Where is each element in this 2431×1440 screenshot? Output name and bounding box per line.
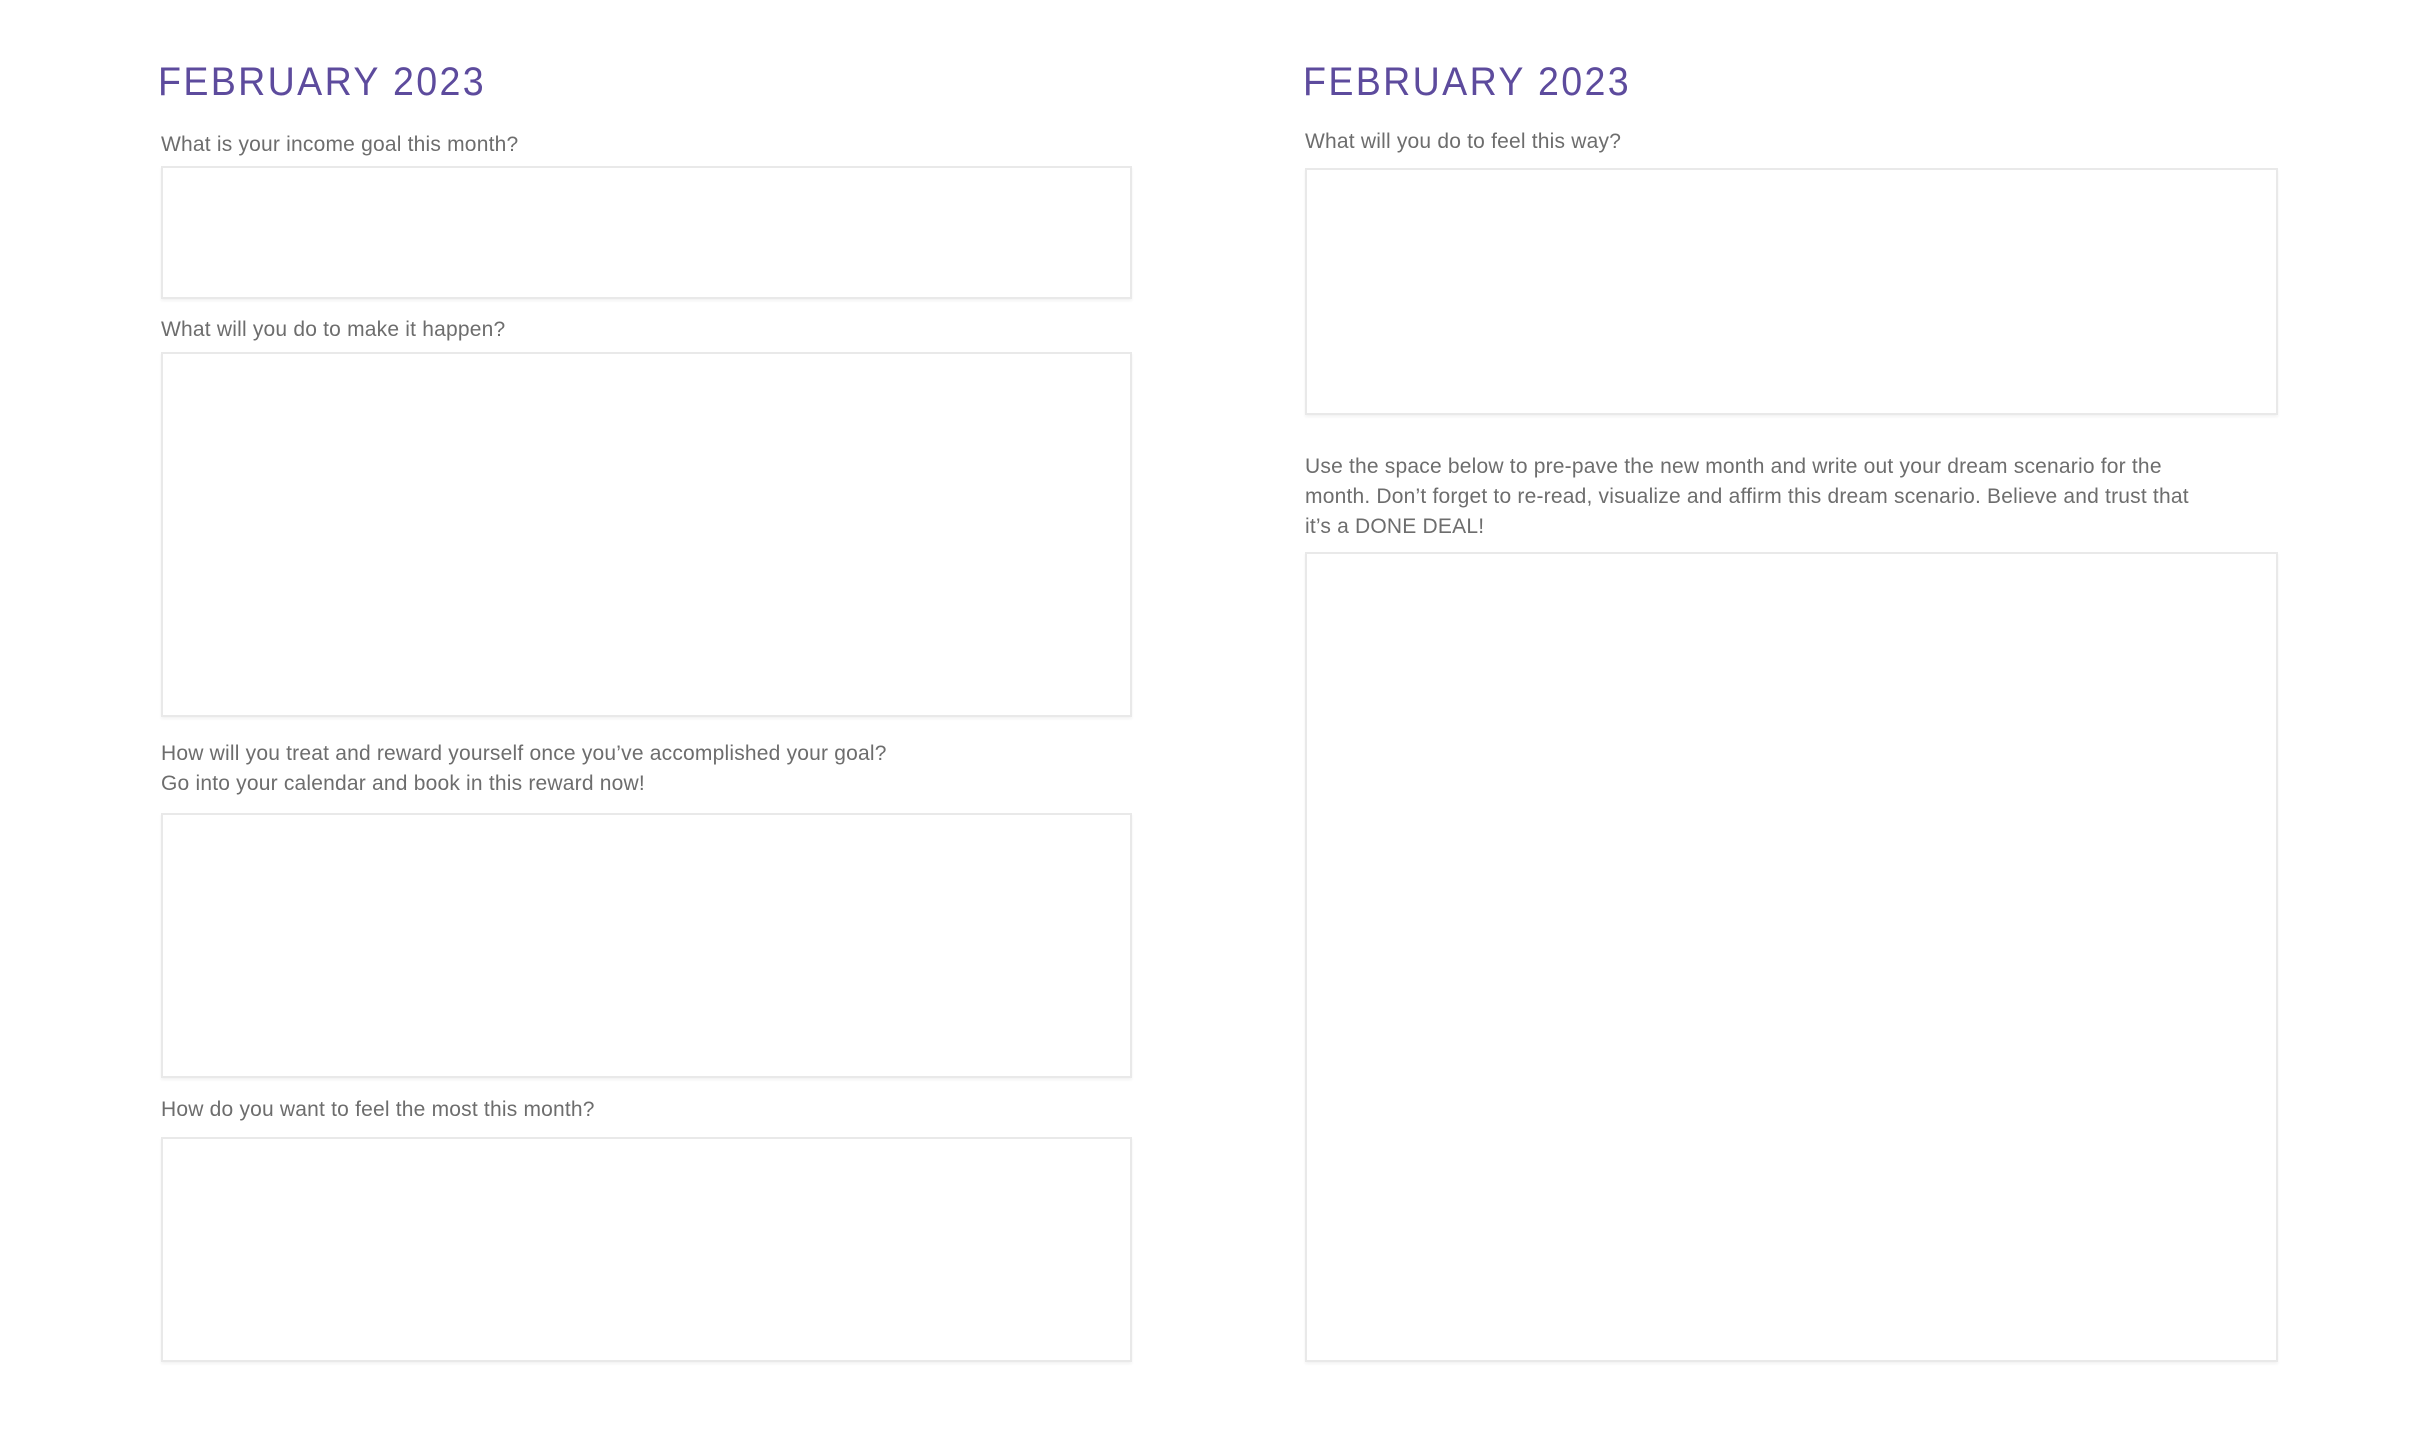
- instruction-line: Use the space below to pre-pave the new month and write out your dream scenario for the: [1305, 455, 2162, 478]
- right-page-title: FEBRUARY 2023: [1303, 60, 1632, 104]
- reward-yourself-input[interactable]: [161, 813, 1132, 1078]
- instruction-dream-scenario: [1305, 452, 2189, 542]
- question-line: What will you do to feel this way?: [1305, 130, 1622, 153]
- question-line: What will you do to make it happen?: [161, 318, 506, 341]
- make-it-happen-input[interactable]: [161, 352, 1132, 717]
- question-line: Go into your calendar and book in this reward now!: [161, 772, 645, 795]
- question-line: How do you want to feel the most this month?: [161, 1098, 595, 1121]
- feel-this-way-input[interactable]: [1305, 168, 2278, 415]
- question-reward-yourself: [161, 739, 887, 799]
- instruction-line: month. Don’t forget to re-read, visualize and affirm this dream scenario. Believe and trust that: [1305, 485, 2189, 508]
- question-income-goal: [161, 130, 518, 160]
- question-line: How will you treat and reward yourself once you’ve accomplished your goal?: [161, 742, 887, 765]
- left-page-title: FEBRUARY 2023: [158, 60, 487, 104]
- dream-scenario-input[interactable]: [1305, 552, 2278, 1362]
- feel-most-input[interactable]: [161, 1137, 1132, 1362]
- question-line: What is your income goal this month?: [161, 133, 519, 156]
- instruction-line: it’s a DONE DEAL!: [1305, 515, 1485, 538]
- question-make-it-happen: [161, 315, 505, 345]
- income-goal-input[interactable]: [161, 166, 1132, 299]
- question-feel-this-way: [1305, 127, 1621, 157]
- question-feel-most: [161, 1095, 595, 1125]
